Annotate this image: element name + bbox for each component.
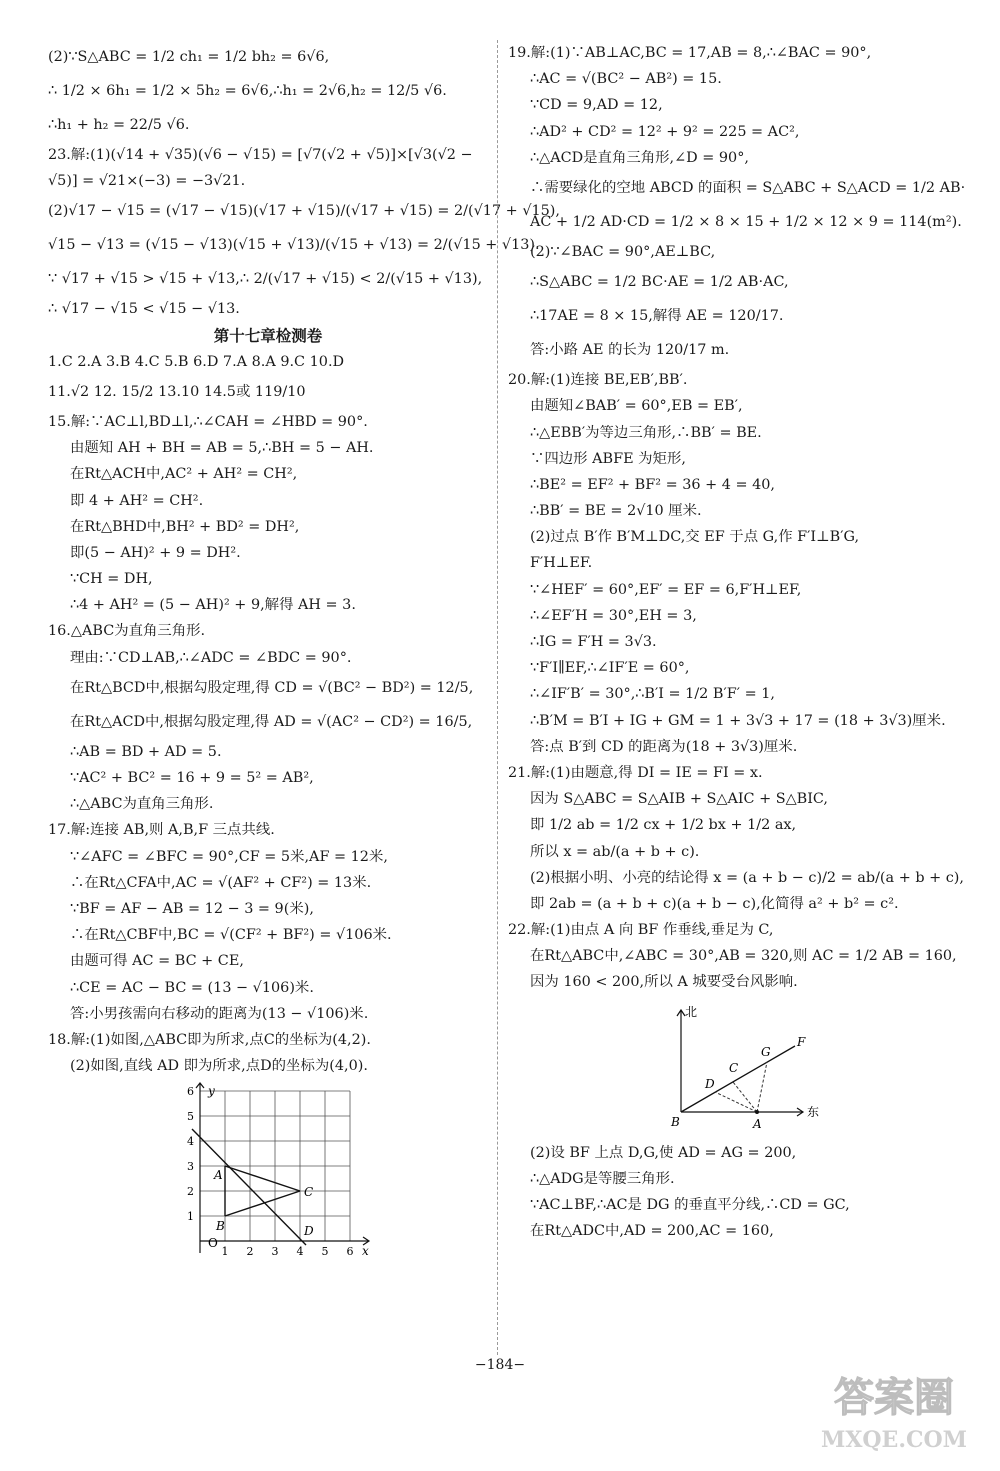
text-line: (2)∵S△ABC = 1/2 ch₁ = 1/2 bh₂ = 6√6, xyxy=(48,49,330,65)
text-line: 答:小男孩需向右移动的距离为(13 − √106)米. xyxy=(70,1005,369,1022)
text-line: 在Rt△ACD中,根据勾股定理,得 AD = √(AC² − CD²) = 16/5, xyxy=(70,713,473,730)
text-line: (2)根据小明、小亮的结论得 x = (a + b − c)/2 = ab/(a + b + c), xyxy=(530,869,964,886)
line-bf xyxy=(681,1046,795,1112)
text-line: ∴∠IF′B′ = 30°,∴B′I = 1/2 B′F′ = 1, xyxy=(530,686,775,703)
text-line: ∴BE² = EF² + BF² = 36 + 4 = 40, xyxy=(530,476,775,493)
map-label-c: C xyxy=(729,1060,739,1075)
text-line: ∴CE = AC − BC = (13 − √106)米. xyxy=(70,979,314,996)
section-heading: 第十七章检测卷 xyxy=(213,326,323,345)
x-tick-label: 6 xyxy=(346,1245,354,1259)
text-line: ∴△ADG是等腰三角形. xyxy=(530,1170,675,1187)
text-line: 在Rt△ACH中,AC² + AH² = CH², xyxy=(70,466,298,483)
text-line: 22.解:(1)由点 A 向 BF 作垂线,垂足为 C, xyxy=(508,922,774,939)
text-line: ∵∠AFC = ∠BFC = 90°,CF = 5米,AF = 12米, xyxy=(70,848,388,865)
watermark-top-text: 答案圈 xyxy=(834,1374,954,1421)
text-line: 答:点 B′到 CD 的距离为(18 + 3√3)厘米. xyxy=(530,738,798,755)
text-line: ∵CD = 9,AD = 12, xyxy=(530,97,663,114)
dashed-segments xyxy=(715,1062,767,1112)
text-line: ∴h₁ + h₂ = 22/5 √6. xyxy=(48,117,190,133)
watermark-logo xyxy=(804,1359,984,1459)
direction-map-figure xyxy=(663,1000,833,1140)
point-label-b: B xyxy=(216,1219,225,1234)
text-line: 在Rt△BHD中,BH² + BD² = DH², xyxy=(70,518,300,535)
map-label-a: A xyxy=(753,1116,762,1131)
text-line: ∴在Rt△CFA中,AC = √(AF² + CF²) = 13米. xyxy=(70,874,372,891)
text-line: ∵BF = AF − AB = 12 − 3 = 9(米), xyxy=(70,900,314,917)
point-a-dot xyxy=(755,1110,759,1114)
page-number: −184− xyxy=(474,1357,526,1373)
right-column xyxy=(508,40,966,1244)
text-line: ∴AB = BD + AD = 5. xyxy=(70,743,222,760)
column-divider xyxy=(497,40,498,1355)
y-tick-labels xyxy=(187,1085,194,1223)
coordinate-grid-figure xyxy=(178,1083,378,1259)
north-label: 北 xyxy=(685,1004,698,1019)
point-label-d: D xyxy=(304,1224,314,1239)
x-axis-label: x xyxy=(362,1244,369,1259)
x-tick-labels xyxy=(222,1245,354,1258)
text-line: 由题可得 AC = BC + CE, xyxy=(70,953,244,970)
origin-label: O xyxy=(208,1236,218,1251)
text-line: 在Rt△ADC中,AD = 200,AC = 160, xyxy=(530,1223,774,1240)
text-line: 因为 S△ABC = S△AIB + S△AIC + S△BIC, xyxy=(530,791,828,808)
x-tick-label: 2 xyxy=(246,1245,254,1259)
text-line: ∴B′M = B′I + IG + GM = 1 + 3√3 + 17 = (18 + 3√3)厘米. xyxy=(530,712,946,729)
east-label: 东 xyxy=(807,1104,820,1119)
text-line: 即(5 − AH)² + 9 = DH². xyxy=(70,544,241,561)
text-line: 因为 160 < 200,所以 A 城要受台风影响. xyxy=(530,974,798,991)
text-line: ∴BB′ = BE = 2√10 厘米. xyxy=(530,503,702,520)
y-tick-label: 3 xyxy=(187,1160,194,1174)
text-line: ∵四边形 ABFE 为矩形, xyxy=(530,450,686,467)
text-line: ∴需要绿化的空地 ABCD 的面积 = S△ABC + S△ACD = 1/2 AB· xyxy=(530,179,966,196)
text-line: 19.解:(1)∵AB⊥AC,BC = 17,AB = 8,∴∠BAC = 90°, xyxy=(508,45,872,61)
text-line: ∴△ACD是直角三角形,∠D = 90°, xyxy=(530,149,749,166)
text-line: 由题知 AH + BH = AB = 5,∴BH = 5 − AH. xyxy=(70,440,374,457)
text-line: ∵AC⊥BF,∴AC是 DG 的垂直平分线,∴CD = GC, xyxy=(530,1197,850,1213)
text-line: ∵AC² + BC² = 16 + 9 = 5² = AB², xyxy=(70,770,314,786)
x-tick-label: 1 xyxy=(221,1245,229,1259)
map-label-d: D xyxy=(705,1076,715,1091)
x-tick-label: 3 xyxy=(271,1245,279,1259)
x-tick-label: 4 xyxy=(296,1245,304,1259)
text-line: ∴S△ABC = 1/2 BC·AE = 1/2 AB·AC, xyxy=(530,274,789,291)
text-line: ∴AD² + CD² = 12² + 9² = 225 = AC², xyxy=(530,123,800,140)
text-line: ∴在Rt△CBF中,BC = √(CF² + BF²) = √106米. xyxy=(70,927,392,944)
x-tick-label: 5 xyxy=(321,1245,329,1259)
compass-axes xyxy=(677,1010,803,1116)
text-line: F′H⊥EF. xyxy=(530,555,593,572)
y-tick-label: 4 xyxy=(187,1135,194,1149)
text-line: 即 2ab = (a + b + c)(a + b − c),化简得 a² + b² = c². xyxy=(530,895,899,912)
text-line: ∵CH = DH, xyxy=(70,571,153,588)
text-line: ∴AC = √(BC² − AB²) = 15. xyxy=(530,71,722,88)
text-line: ∵ √17 + √15 > √15 + √13,∴ 2/(√17 + √15) < 2/(√15 + √13), xyxy=(48,271,483,288)
text-line: 即 1/2 ab = 1/2 cx + 1/2 bx + 1/2 ax, xyxy=(530,817,797,834)
text-line: (2)如图,直线 AD 即为所求,点D的坐标为(4,0). xyxy=(70,1058,368,1075)
text-line: 17.解:连接 AB,则 A,B,F 三点共线. xyxy=(48,822,275,839)
text-line: 21.解:(1)由题意,得 DI = IE = FI = x. xyxy=(508,764,763,781)
y-tick-label: 1 xyxy=(187,1210,194,1224)
text-line: ∴ 1/2 × 6h₁ = 1/2 × 5h₂ = 6√6,∴h₁ = 2√6,h₂ = 12/5 √6. xyxy=(48,83,447,99)
text-line: √5)] = √21×(−3) = −3√21. xyxy=(48,173,246,190)
answer-key: 1.C 2.A 3.B 4.C 5.B 6.D 7.A 8.A 9.C 10.D xyxy=(48,353,345,370)
y-tick-label: 2 xyxy=(187,1185,194,1199)
y-axis-label: y xyxy=(208,1084,215,1099)
text-line: 15.解:∵AC⊥l,BD⊥l,∴∠CAH = ∠HBD = 90°. xyxy=(48,413,368,430)
text-line: (2)∵∠BAC = 90°,AE⊥BC, xyxy=(530,243,716,260)
text-line: ∴ √17 − √15 < √15 − √13. xyxy=(48,301,240,318)
map-label-f: F xyxy=(797,1034,806,1049)
text-line: 答:小路 AE 的长为 120/17 m. xyxy=(530,342,730,359)
text-line: 在Rt△BCD中,根据勾股定理,得 CD = √(BC² − BD²) = 12/5, xyxy=(70,679,474,696)
text-line: AC + 1/2 AD·CD = 1/2 × 8 × 15 + 1/2 × 12 × 9 = 114(m²). xyxy=(530,213,962,230)
map-label-g: G xyxy=(761,1044,771,1059)
text-line: √15 − √13 = (√15 − √13)(√15 + √13)/(√15 + √13) = 2/(√15 + √13). xyxy=(48,237,540,254)
text-line: ∴4 + AH² = (5 − AH)² + 9,解得 AH = 3. xyxy=(70,597,356,614)
text-line: ∵∠HEF′ = 60°,EF′ = EF = 6,F′H⊥EF, xyxy=(530,581,802,598)
text-line: 由题知∠BAB′ = 60°,EB = EB′, xyxy=(530,398,743,415)
point-label-c: C xyxy=(304,1185,314,1200)
left-column xyxy=(48,40,560,1259)
text-line: ∴∠EF′H = 30°,EH = 3, xyxy=(530,607,697,624)
text-line: 16.△ABC为直角三角形. xyxy=(48,623,206,640)
direction-map-svg xyxy=(663,1000,833,1140)
text-line: 理由:∵CD⊥AB,∴∠ADC = ∠BDC = 90°. xyxy=(70,649,352,666)
watermark-bottom-text: MXQE.COM xyxy=(820,1427,968,1453)
y-tick-label: 5 xyxy=(187,1110,194,1124)
text-line: ∴△ABC为直角三角形. xyxy=(70,796,214,813)
text-line: 18.解:(1)如图,△ABC即为所求,点C的坐标为(4,2). xyxy=(48,1031,371,1048)
point-label-a: A xyxy=(214,1168,223,1183)
text-line: 在Rt△ABC中,∠ABC = 30°,AB = 320,则 AC = 1/2 AB = 160, xyxy=(530,948,957,965)
text-line: 即 4 + AH² = CH². xyxy=(70,492,204,509)
text-line: ∵F′I∥EF,∴∠IF′E = 60°, xyxy=(530,660,690,677)
text-line: 20.解:(1)连接 BE,EB′,BB′. xyxy=(508,372,688,389)
y-tick-label: 6 xyxy=(187,1085,194,1099)
coordinate-grid-svg xyxy=(178,1083,378,1259)
map-point-labels xyxy=(670,1035,806,1131)
answer-key: 11.√2 12. 15/2 13.10 14.5或 119/10 xyxy=(48,383,306,400)
text-line: 23.解:(1)(√14 + √35)(√6 − √15) = [√7(√2 + √5)]×[√3(√2 − xyxy=(48,147,473,163)
map-label-b: B xyxy=(671,1114,680,1129)
text-line: (2)设 BF 上点 D,G,使 AD = AG = 200, xyxy=(530,1144,797,1161)
text-line: ∴17AE = 8 × 15,解得 AE = 120/17. xyxy=(530,308,784,325)
text-line: (2)过点 B′作 B′M⊥DC,交 EF 于点 G,作 F′I⊥B′G, xyxy=(530,529,860,546)
text-line: ∴IG = F′H = 3√3. xyxy=(530,634,657,650)
text-line: (2)√17 − √15 = (√17 − √15)(√17 + √15)/(√17 + √15) = 2/(√17 + √15), xyxy=(48,203,560,220)
text-line: 所以 x = ab/(a + b + c). xyxy=(530,843,700,860)
text-line: ∴△EBB′为等边三角形,∴BB′ = BE. xyxy=(530,424,762,441)
